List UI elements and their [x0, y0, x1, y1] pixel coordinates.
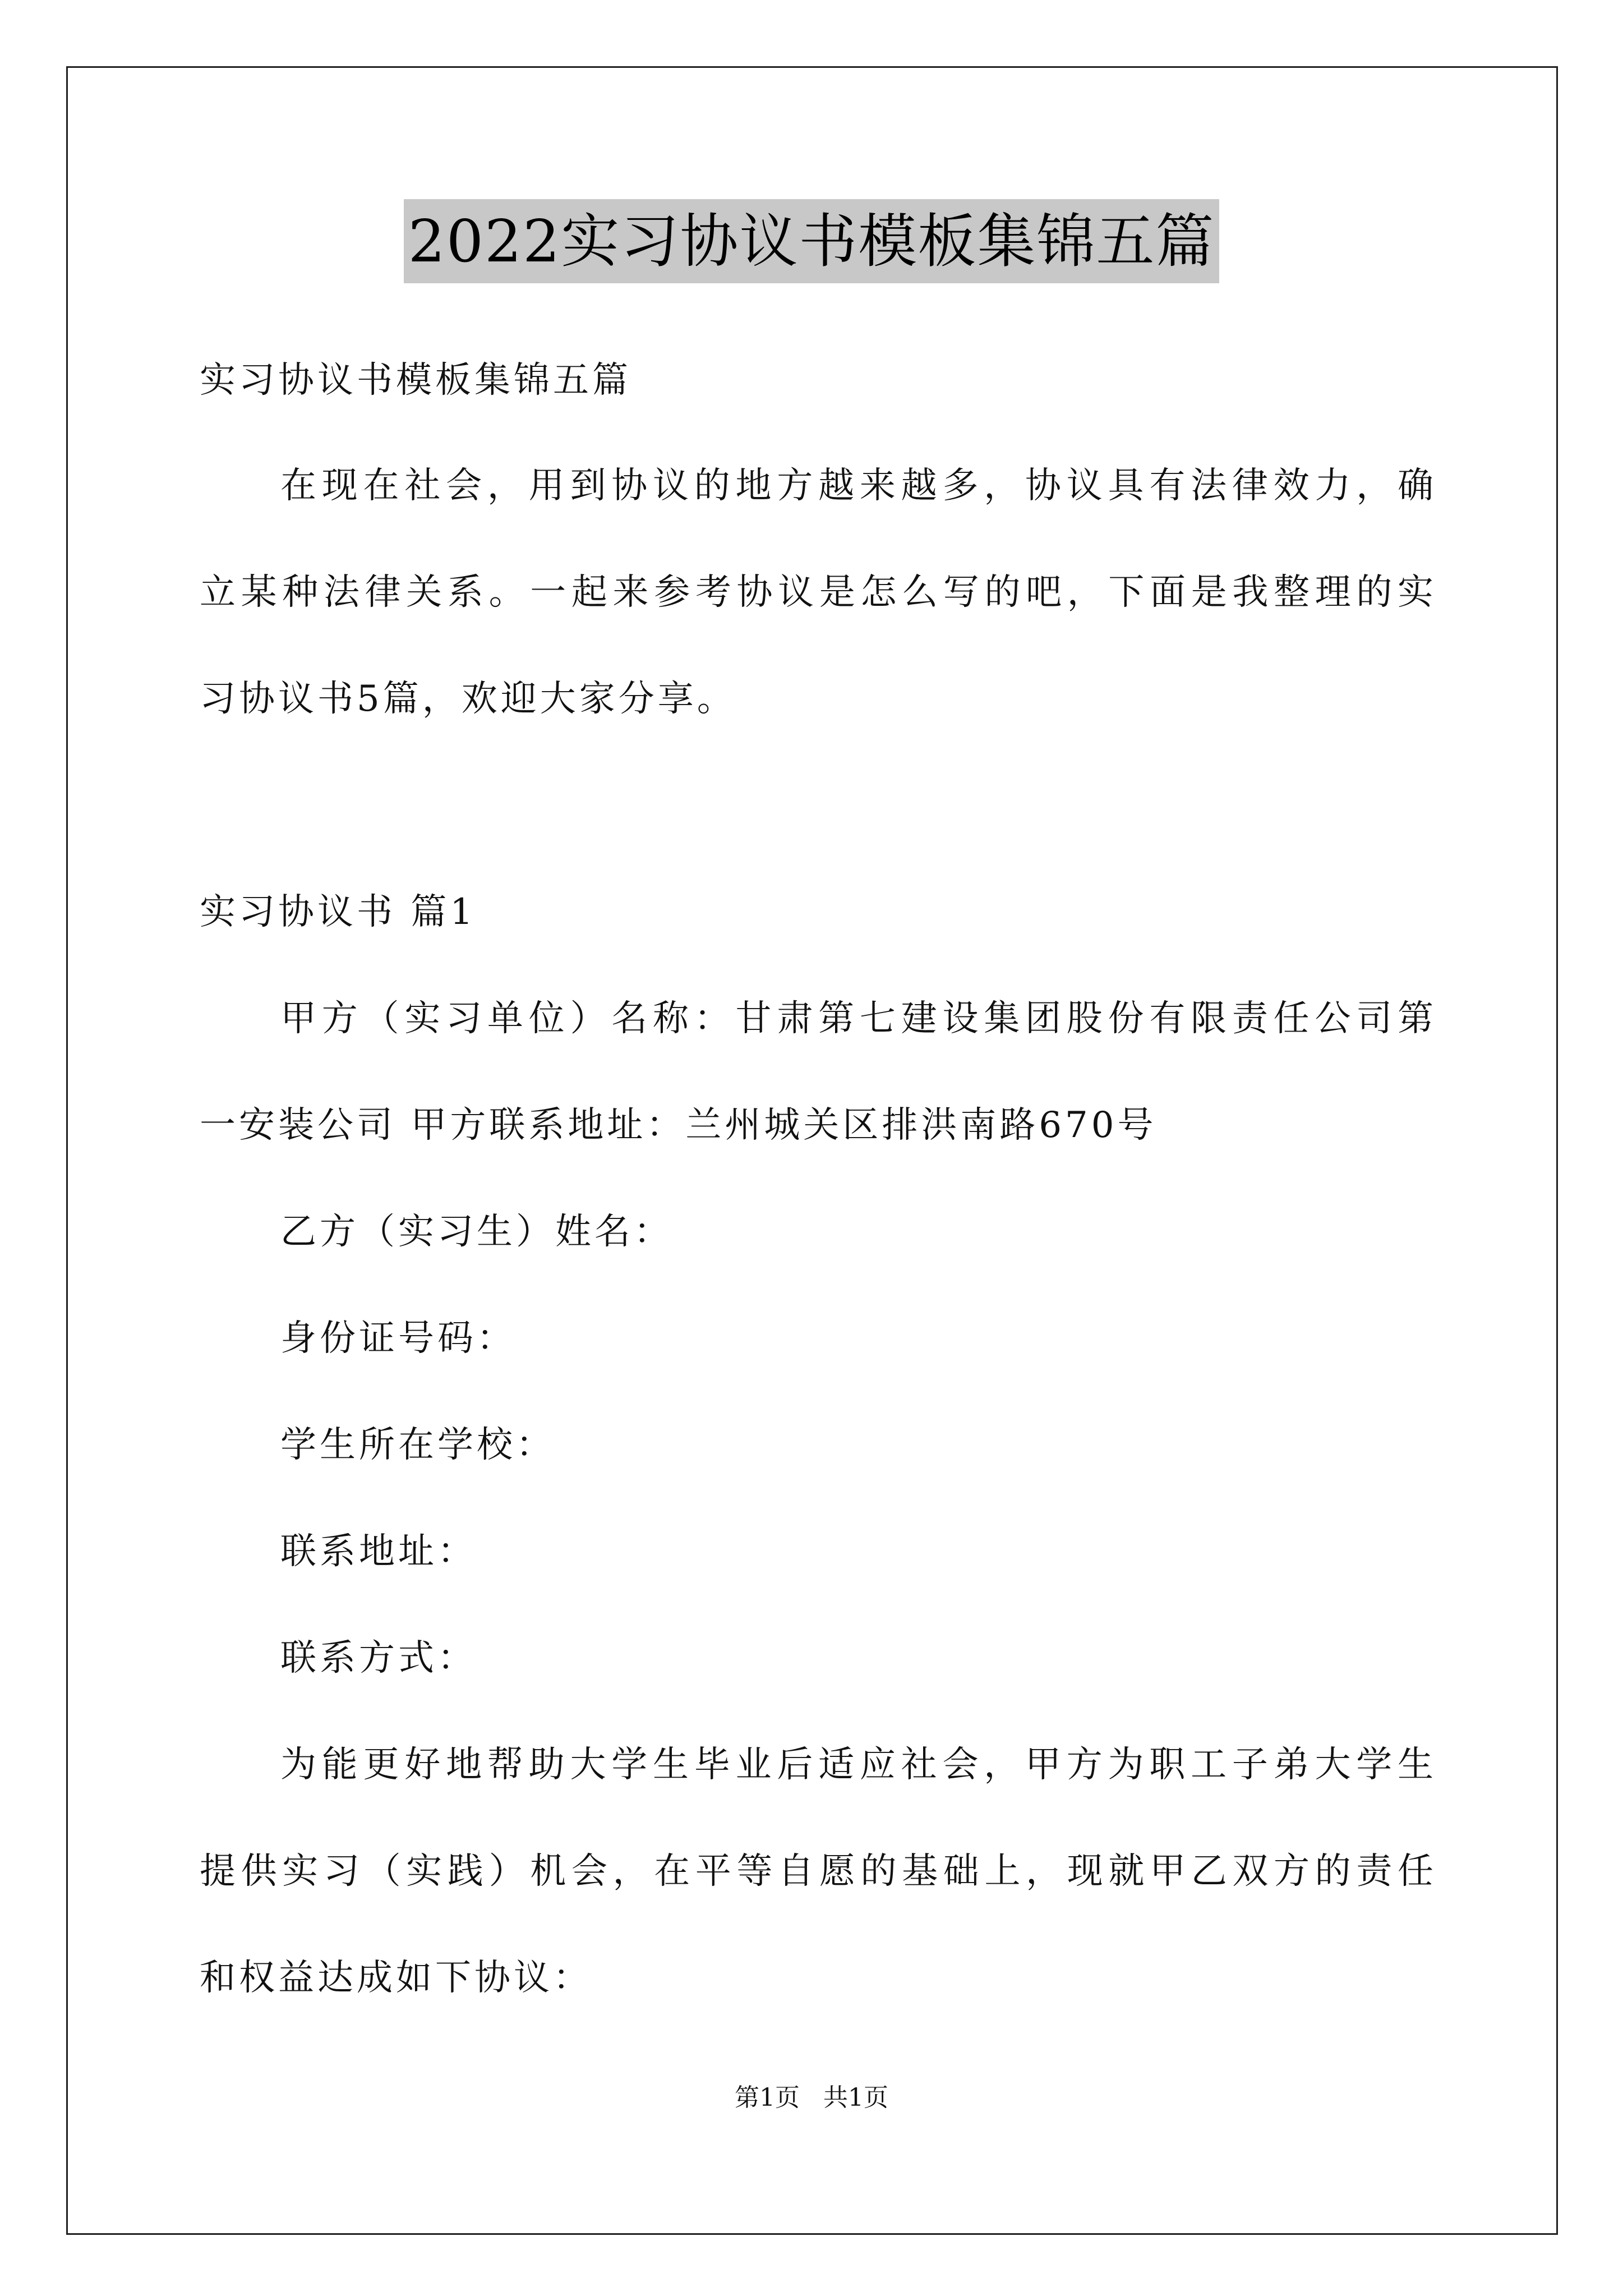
id-number-field: 身份证号码：: [280, 1318, 516, 1359]
party-a-line-2: 一安装公司 甲方联系地址：兰州城关区排洪南路670号: [200, 1105, 1157, 1146]
agreement-intro-line-1: 为能更好地帮助大学生毕业后适应社会，甲方为职工子弟大学生: [280, 1744, 1433, 1786]
agreement-intro-line-2: 提供实习（实践）机会，在平等自愿的基础上，现就甲乙双方的责任: [200, 1851, 1433, 1892]
document-title: 2022实习协议书模板集锦五篇: [404, 199, 1220, 283]
intro-line-1: 在现在社会，用到协议的地方越来越多，协议具有法律效力，确: [280, 465, 1433, 507]
agreement-intro-line-3: 和权益达成如下协议：: [200, 1957, 592, 1999]
document-subtitle: 实习协议书模板集锦五篇: [200, 360, 631, 401]
title-container: [0, 199, 1623, 283]
school-field: 学生所在学校：: [280, 1424, 555, 1466]
section-heading: 实习协议书 篇1: [200, 891, 477, 933]
page-footer: 第1页 共1页: [735, 2083, 888, 2112]
intro-line-2: 立某种法律关系。一起来参考协议是怎么写的吧，下面是我整理的实: [200, 572, 1433, 613]
address-field: 联系地址：: [280, 1531, 477, 1572]
intro-line-3: 习协议书5篇，欢迎大家分享。: [200, 678, 736, 720]
party-b-name-field: 乙方（实习生）姓名：: [280, 1211, 673, 1253]
contact-field: 联系方式：: [280, 1637, 477, 1679]
party-a-line-1: 甲方（实习单位）名称：甘肃第七建设集团股份有限责任公司第: [280, 998, 1433, 1039]
